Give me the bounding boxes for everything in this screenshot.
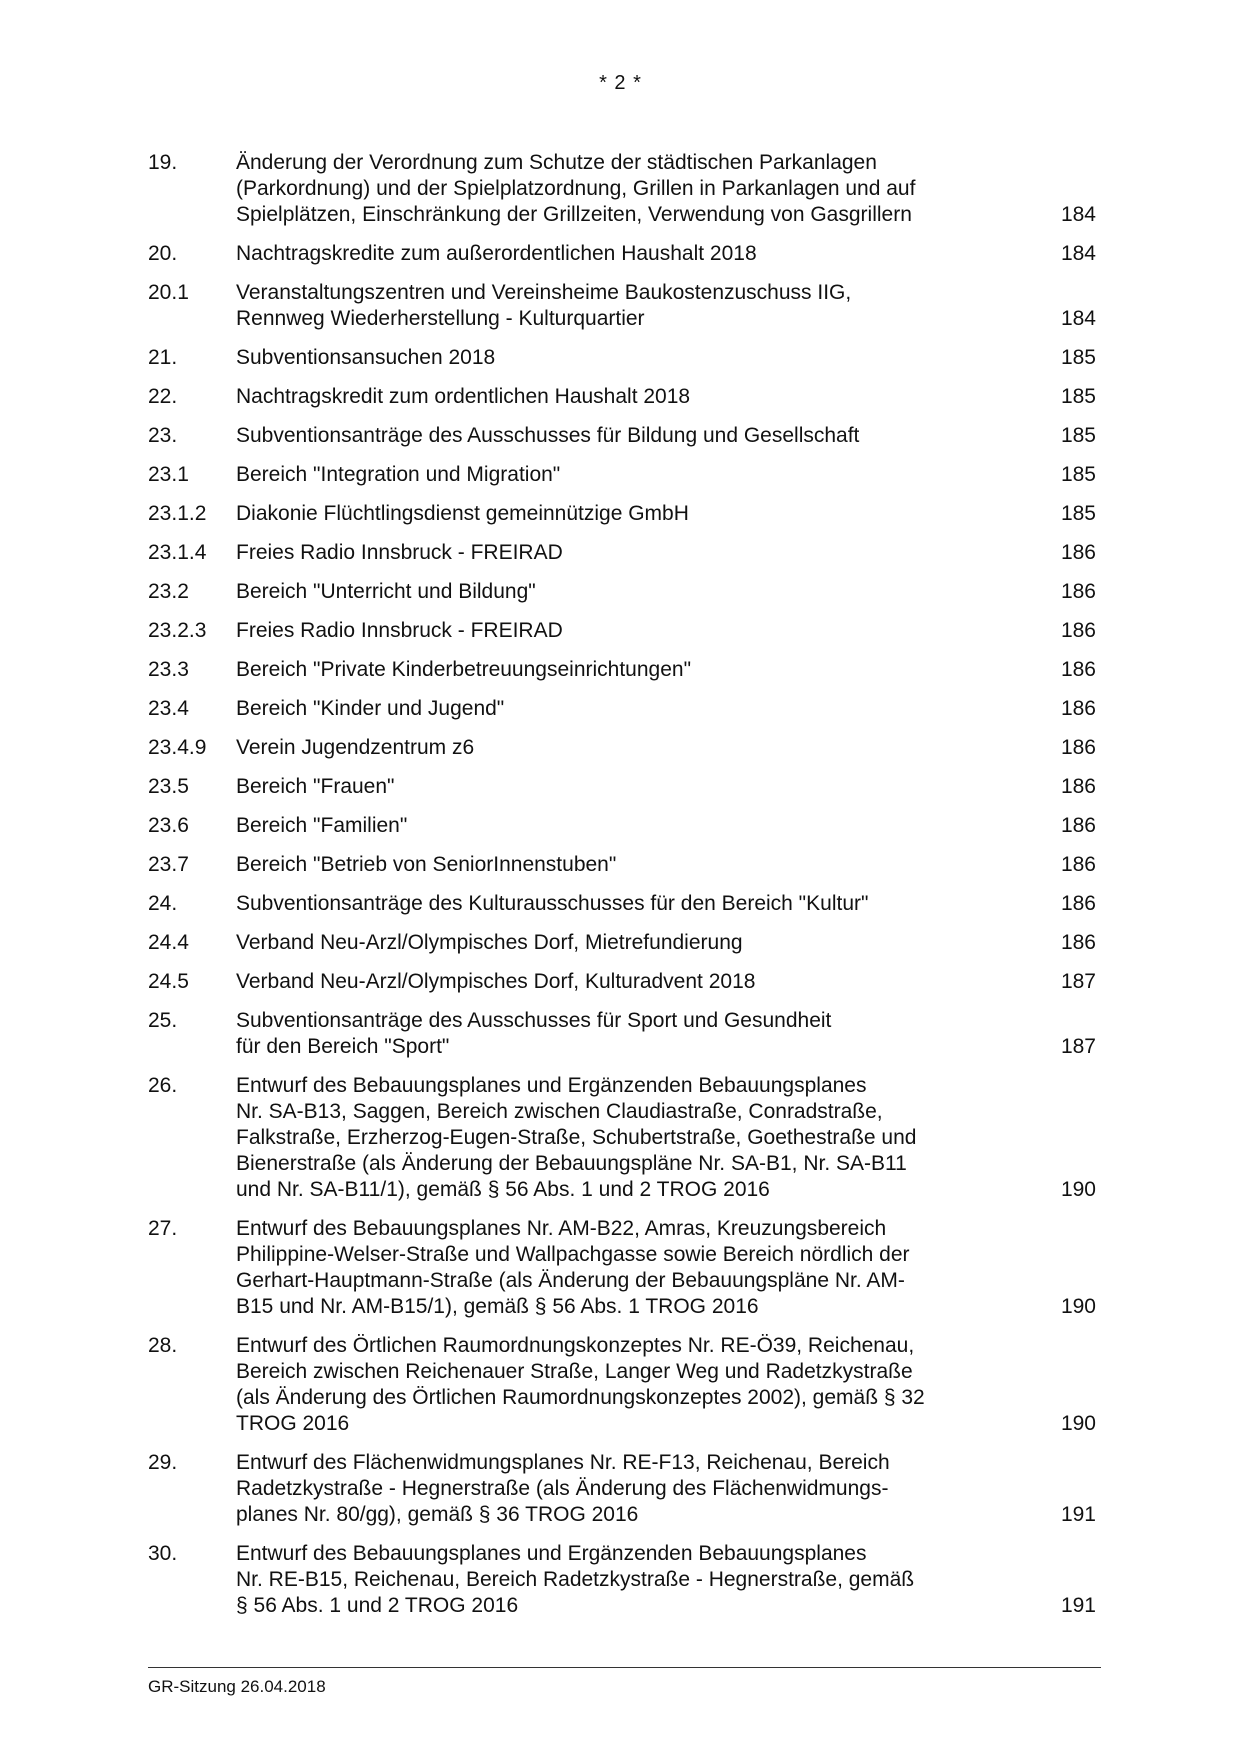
toc-entry-title: Freies Radio Innsbruck - FREIRAD	[236, 541, 563, 564]
toc-entry-title: Subventionsanträge des Kulturausschusses für den Bereich "Kultur"	[236, 892, 869, 915]
toc-entry-number: 23.6	[148, 814, 189, 837]
toc-entry-page: 191	[1060, 1594, 1096, 1617]
toc-entry-page: 186	[1060, 892, 1096, 915]
toc-entry	[148, 540, 1098, 566]
toc-entry-page: 184	[1060, 307, 1096, 330]
toc-entry	[148, 345, 1098, 371]
toc-entry-page: 191	[1060, 1503, 1096, 1526]
toc-entry-number: 25.	[148, 1009, 178, 1032]
toc-entry-number: 24.4	[148, 931, 189, 954]
toc-entry-page: 185	[1060, 385, 1096, 408]
toc-entry-page: 184	[1060, 242, 1096, 265]
toc-entry-number: 29.	[148, 1451, 178, 1474]
toc-entry-page: 190	[1060, 1295, 1096, 1318]
table-of-contents	[148, 150, 1098, 1632]
toc-entry-title: Bereich "Integration und Migration"	[236, 463, 561, 486]
toc-entry-number: 23.7	[148, 853, 189, 876]
toc-entry-page: 187	[1060, 970, 1096, 993]
toc-entry-title: Verband Neu-Arzl/Olympisches Dorf, Kulturadvent 2018	[236, 970, 756, 993]
toc-entry	[148, 241, 1098, 267]
toc-entry-number: 23.5	[148, 775, 189, 798]
toc-entry-title: Subventionsansuchen 2018	[236, 346, 496, 369]
toc-entry-page: 186	[1060, 853, 1096, 876]
toc-entry-page: 186	[1060, 697, 1096, 720]
toc-entry-title: Bereich "Kinder und Jugend"	[236, 697, 505, 720]
toc-entry	[148, 852, 1098, 878]
toc-entry-page: 185	[1060, 463, 1096, 486]
toc-entry-page: 184	[1060, 203, 1096, 226]
toc-entry-title: Subventionsanträge des Ausschusses für Bildung und Gesellschaft	[236, 424, 860, 447]
toc-entry-number: 23.	[148, 424, 178, 447]
toc-entry-number: 27.	[148, 1217, 178, 1240]
toc-entry-number: 20.1	[148, 281, 189, 304]
toc-entry	[148, 1541, 1098, 1619]
toc-entry-page: 186	[1060, 736, 1096, 759]
toc-entry-title: Entwurf des Flächenwidmungsplanes Nr. RE-F13, Reichenau, Bereich Radetzkystraße - Hegnerstraße (als Änderung des Flächenwidmungs- planes Nr. 80/gg), gemäß § 36 TROG 2016	[236, 1451, 890, 1526]
toc-entry-number: 21.	[148, 346, 178, 369]
toc-entry-title: Entwurf des Bebauungsplanes und Ergänzenden Bebauungsplanes Nr. SA-B13, Saggen, Bereich zwischen Claudiastraße, Conradstraße, Falkstraße, Erzherzog-Eugen-Straße, Schubertstraße, Goethestraße und Bienerstraße (als Änderung der Bebauungspläne Nr. SA-B1, Nr. SA-B11 und Nr. SA-B11/1), gemäß § 56 Abs. 1 und 2 TROG 2016	[236, 1074, 917, 1201]
toc-entry-number: 23.1.2	[148, 502, 207, 525]
toc-entry-title: Subventionsanträge des Ausschusses für Sport und Gesundheit für den Bereich "Sport"	[236, 1009, 832, 1058]
toc-entry-number: 19.	[148, 151, 178, 174]
toc-entry	[148, 618, 1098, 644]
toc-entry	[148, 813, 1098, 839]
toc-entry-title: Verein Jugendzentrum z6	[236, 736, 475, 759]
toc-entry-page: 190	[1060, 1412, 1096, 1435]
toc-entry-page: 187	[1060, 1035, 1096, 1058]
toc-entry-number: 23.1	[148, 463, 189, 486]
toc-entry	[148, 423, 1098, 449]
toc-entry-title: Bereich "Betrieb von SeniorInnenstuben"	[236, 853, 617, 876]
toc-entry	[148, 280, 1098, 332]
toc-entry-page: 186	[1060, 775, 1096, 798]
toc-entry	[148, 969, 1098, 995]
toc-entry-title: Verband Neu-Arzl/Olympisches Dorf, Mietrefundierung	[236, 931, 743, 954]
toc-entry-title: Bereich "Private Kinderbetreuungseinrichtungen"	[236, 658, 692, 681]
toc-entry-title: Nachtragskredit zum ordentlichen Haushalt 2018	[236, 385, 691, 408]
toc-entry-number: 23.1.4	[148, 541, 207, 564]
footer-meeting-date: GR-Sitzung 26.04.2018	[148, 1677, 326, 1696]
toc-entry	[148, 1073, 1098, 1203]
toc-entry-number: 23.3	[148, 658, 189, 681]
page-number: * 2 *	[599, 72, 642, 94]
footer-divider	[148, 1667, 1101, 1668]
toc-entry	[148, 384, 1098, 410]
toc-entry-page: 186	[1060, 931, 1096, 954]
toc-entry-page: 186	[1060, 658, 1096, 681]
toc-entry-title: Freies Radio Innsbruck - FREIRAD	[236, 619, 563, 642]
toc-entry-number: 28.	[148, 1334, 178, 1357]
toc-entry	[148, 774, 1098, 800]
toc-entry	[148, 579, 1098, 605]
toc-entry	[148, 891, 1098, 917]
toc-entry-title: Entwurf des Bebauungsplanes und Ergänzenden Bebauungsplanes Nr. RE-B15, Reichenau, Bereich Radetzkystraße - Hegnerstraße, gemäß § 56 Abs. 1 und 2 TROG 2016	[236, 1542, 915, 1617]
toc-entry-page: 185	[1060, 346, 1096, 369]
toc-entry-page: 190	[1060, 1178, 1096, 1201]
toc-entry-page: 186	[1060, 580, 1096, 603]
toc-entry-title: Entwurf des Bebauungsplanes Nr. AM-B22, Amras, Kreuzungsbereich Philippine-Welser-Straße und Wallpachgasse sowie Bereich nördlich der Gerhart-Hauptmann-Straße (als Änderung der Bebauungspläne Nr. AM- B15 und Nr. AM-B15/1), gemäß § 56 Abs. 1 TROG 2016	[236, 1217, 910, 1318]
toc-entry-number: 24.5	[148, 970, 189, 993]
toc-entry-number: 23.4	[148, 697, 189, 720]
toc-entry-page: 185	[1060, 502, 1096, 525]
toc-entry	[148, 1216, 1098, 1320]
toc-entry	[148, 1450, 1098, 1528]
toc-entry	[148, 930, 1098, 956]
toc-entry-number: 26.	[148, 1074, 178, 1097]
toc-entry-page: 186	[1060, 541, 1096, 564]
toc-entry-title: Bereich "Familien"	[236, 814, 408, 837]
toc-entry	[148, 1333, 1098, 1437]
toc-entry-number: 22.	[148, 385, 178, 408]
toc-entry-title: Nachtragskredite zum außerordentlichen Haushalt 2018	[236, 242, 757, 265]
toc-entry-number: 23.2	[148, 580, 189, 603]
toc-entry	[148, 150, 1098, 228]
toc-entry	[148, 657, 1098, 683]
toc-entry-title: Änderung der Verordnung zum Schutze der städtischen Parkanlagen (Parkordnung) und der Spielplatzordnung, Grillen in Parkanlagen und auf Spielplätzen, Einschränkung der Grillzeiten, Verwendung von Gasgrillern	[236, 151, 916, 226]
toc-entry	[148, 735, 1098, 761]
toc-entry-title: Bereich "Frauen"	[236, 775, 395, 798]
toc-entry-page: 185	[1060, 424, 1096, 447]
toc-entry	[148, 1008, 1098, 1060]
toc-entry-title: Veranstaltungszentren und Vereinsheime Baukostenzuschuss IIG, Rennweg Wiederherstellung - Kulturquartier	[236, 281, 852, 330]
toc-entry	[148, 696, 1098, 722]
toc-entry-page: 186	[1060, 619, 1096, 642]
toc-entry-number: 24.	[148, 892, 178, 915]
toc-entry-page: 186	[1060, 814, 1096, 837]
toc-entry-number: 23.4.9	[148, 736, 207, 759]
toc-entry	[148, 501, 1098, 527]
toc-entry-title: Entwurf des Örtlichen Raumordnungskonzeptes Nr. RE-Ö39, Reichenau, Bereich zwischen Reichenauer Straße, Langer Weg und Radetzkystraße (als Änderung des Örtlichen Raumordnungskonzeptes 2002), gemäß § 32 TROG 2016	[236, 1334, 925, 1435]
toc-entry-number: 20.	[148, 242, 178, 265]
toc-entry-number: 23.2.3	[148, 619, 207, 642]
toc-entry-title: Bereich "Unterricht und Bildung"	[236, 580, 536, 603]
toc-entry-title: Diakonie Flüchtlingsdienst gemeinnützige GmbH	[236, 502, 689, 525]
toc-entry	[148, 462, 1098, 488]
toc-entry-number: 30.	[148, 1542, 178, 1565]
